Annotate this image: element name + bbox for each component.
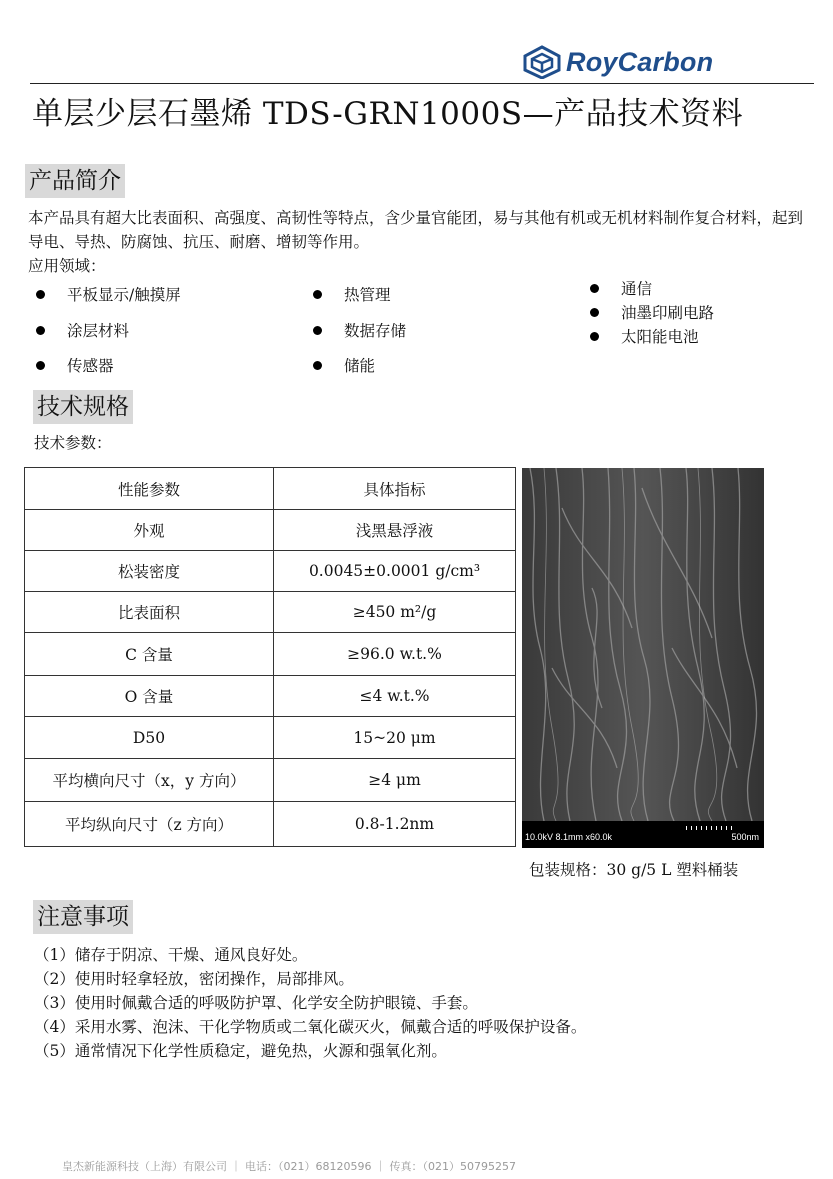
table-cell: 外观 xyxy=(25,510,274,551)
list-item: 平板显示/触摸屏 xyxy=(36,283,181,305)
bullet-icon xyxy=(590,332,599,341)
header-rule xyxy=(30,83,814,84)
table-header-cell: 具体指标 xyxy=(274,468,516,510)
table-cell: 比表面积 xyxy=(25,592,274,633)
table-cell: 0.8-1.2nm xyxy=(274,802,516,847)
table-cell: 平均纵向尺寸（z 方向） xyxy=(25,802,274,847)
sem-micrograph xyxy=(522,468,764,848)
note-item: （3）使用时佩戴合适的呼吸防护罩、化学安全防护眼镜、手套。 xyxy=(34,994,478,1012)
table-row xyxy=(25,802,516,847)
table-row xyxy=(25,510,516,551)
table-cell: D50 xyxy=(25,717,274,759)
section-heading-notes: 注意事项 xyxy=(33,900,133,934)
brand-logo xyxy=(522,44,713,80)
bullet-icon xyxy=(590,308,599,317)
hexagon-cube-logo-icon xyxy=(522,45,562,79)
table-cell: ≥96.0 w.t.% xyxy=(274,633,516,676)
list-item: 热管理 xyxy=(313,283,391,305)
bullet-icon xyxy=(36,290,45,299)
list-item: 太阳能电池 xyxy=(590,325,699,347)
footer-contact: 皇杰新能源科技（上海）有限公司 ｜ 电话：（021）68120596 ｜ 传真：（021）50795257 xyxy=(62,1160,516,1173)
bullet-icon xyxy=(313,361,322,370)
table-row xyxy=(25,633,516,676)
list-item: 通信 xyxy=(590,277,652,299)
table-cell: ≥4 μm xyxy=(274,759,516,802)
document-title: 单层少层石墨烯 TDS-GRN1000S—产品技术资料 xyxy=(32,96,744,132)
table-cell: 平均横向尺寸（x，y 方向） xyxy=(25,759,274,802)
table-row xyxy=(25,551,516,592)
note-item: （4）采用水雾、泡沫、干化学物质或二氧化碳灭火，佩戴合适的呼吸保护设备。 xyxy=(34,1018,587,1036)
table-cell: 15~20 μm xyxy=(274,717,516,759)
scale-bar xyxy=(686,826,736,830)
sem-scale-label: 500nm xyxy=(731,832,759,842)
sem-info-bar xyxy=(522,821,764,848)
sem-texture xyxy=(522,468,764,821)
note-item: （5）通常情况下化学性质稳定，避免热，火源和强氧化剂。 xyxy=(34,1042,447,1060)
section-heading-spec: 技术规格 xyxy=(33,390,133,424)
table-row xyxy=(25,759,516,802)
table-cell: O 含量 xyxy=(25,676,274,717)
brand-name: RoyCarbon xyxy=(566,46,714,77)
bullet-icon xyxy=(36,326,45,335)
list-item: 涂层材料 xyxy=(36,319,129,341)
packaging-spec: 包装规格：30 g/5 L 塑料桶装 xyxy=(529,861,739,879)
spec-label: 技术参数： xyxy=(34,434,112,452)
note-item: （2）使用时轻拿轻放，密闭操作，局部排风。 xyxy=(34,970,354,988)
note-item: （1）储存于阴凉、干燥、通风良好处。 xyxy=(34,946,308,964)
spec-table xyxy=(24,467,516,847)
bullet-icon xyxy=(313,290,322,299)
table-cell: 浅黑悬浮液 xyxy=(274,510,516,551)
list-item: 储能 xyxy=(313,354,375,376)
sem-parameters: 10.0kV 8.1mm x60.0k xyxy=(525,832,613,842)
table-row xyxy=(25,717,516,759)
table-cell: 松装密度 xyxy=(25,551,274,592)
applications-label: 应用领域： xyxy=(28,257,106,275)
table-header-cell: 性能参数 xyxy=(25,468,274,510)
section-heading-intro: 产品简介 xyxy=(25,164,125,198)
bullet-icon xyxy=(590,284,599,293)
table-cell: 0.0045±0.0001 g/cm³ xyxy=(274,551,516,592)
table-cell: ≥450 m²/g xyxy=(274,592,516,633)
table-row xyxy=(25,592,516,633)
table-row xyxy=(25,676,516,717)
table-cell: C 含量 xyxy=(25,633,274,676)
intro-description: 本产品具有超大比表面积、高强度、高韧性等特点，含少量官能团，易与其他有机或无机材料制作复合材料，起到导电、导热、防腐蚀、抗压、耐磨、增韧等作用。 xyxy=(28,209,804,251)
list-item: 传感器 xyxy=(36,354,114,376)
table-cell: ≤4 w.t.% xyxy=(274,676,516,717)
table-header-row xyxy=(25,468,516,510)
list-item: 油墨印刷电路 xyxy=(590,301,714,323)
list-item: 数据存储 xyxy=(313,319,406,341)
bullet-icon xyxy=(313,326,322,335)
bullet-icon xyxy=(36,361,45,370)
